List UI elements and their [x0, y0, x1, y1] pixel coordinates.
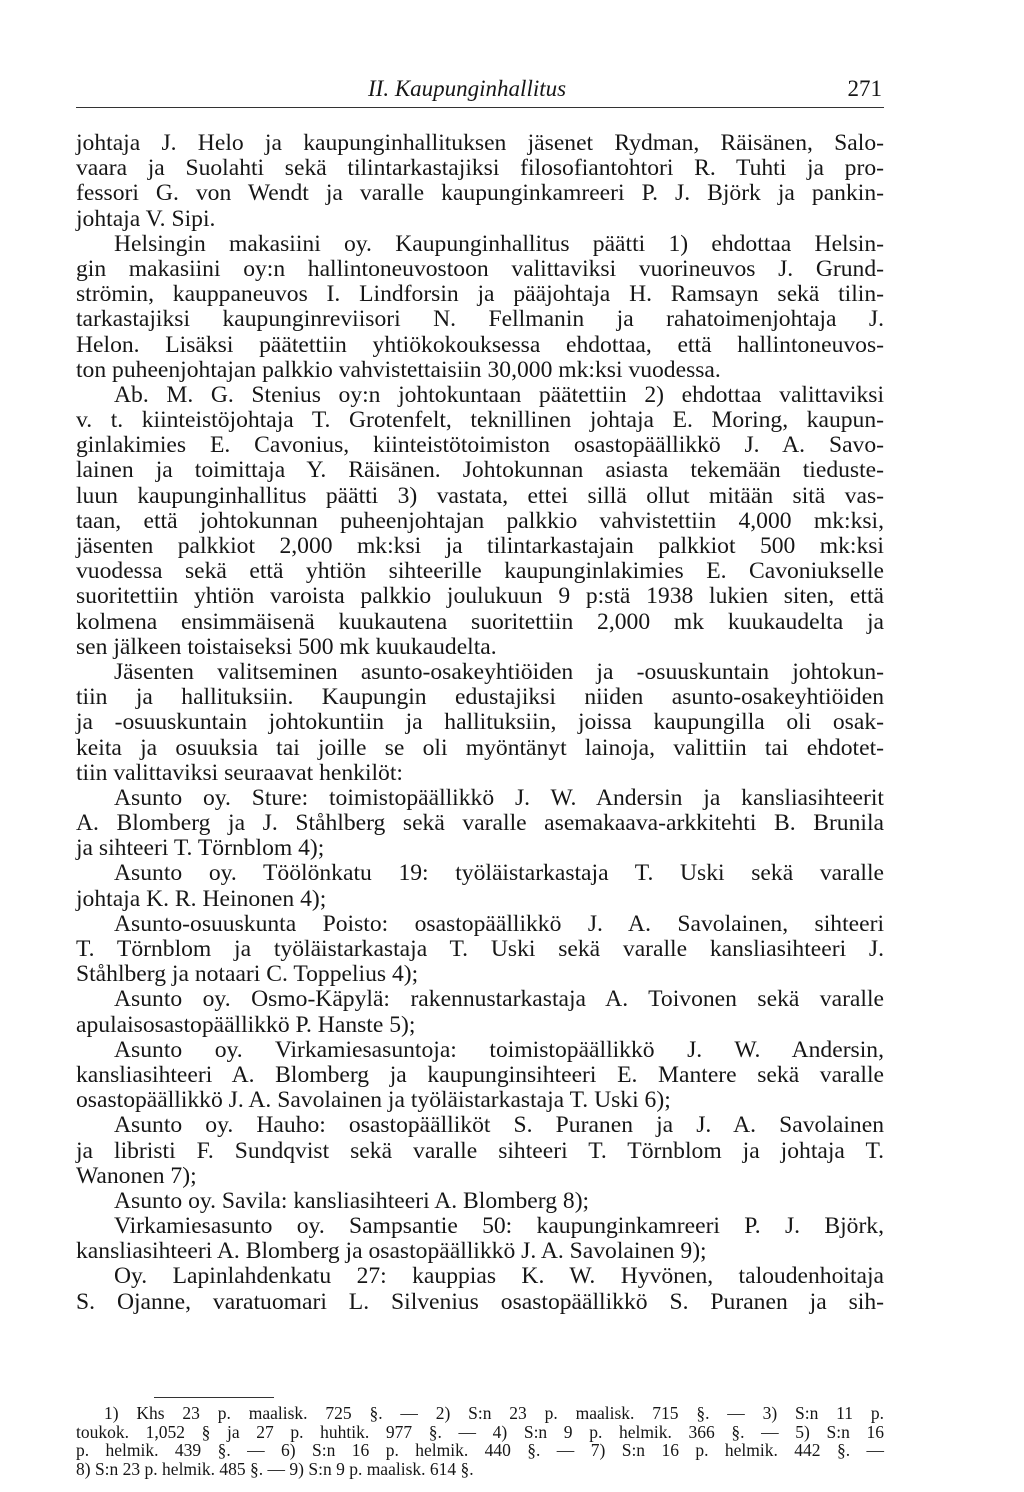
text-line: fessori G. von Wendt ja varalle kaupunginkamreeri P. J. Björk ja pankin-	[76, 180, 884, 207]
text-line: Wanonen 7);	[76, 1162, 197, 1189]
text-line: A. Blomberg ja J. Ståhlberg sekä varalle asemakaava-arkkitehti B. Brunila	[76, 810, 884, 837]
text-line: johtaja K. R. Heinonen 4);	[76, 885, 327, 912]
text-line: osastopäällikkö J. A. Savolainen ja työläistarkastaja T. Uski 6);	[76, 1087, 671, 1114]
text-line: Asunto oy. Savila: kansliasihteeri A. Blomberg 8);	[114, 1187, 590, 1214]
text-line: Asunto oy. Sture: toimistopäällikkö J. W. Andersin ja kansliasihteerit	[114, 784, 884, 811]
running-head	[76, 76, 884, 106]
text-line: tiin valittaviksi seuraavat henkilöt:	[76, 759, 403, 786]
text-line: vuodessa sekä että yhtiön sihteerille kaupunginlakimies E. Cavoniukselle	[76, 558, 884, 585]
text-line: johtaja V. Sipi.	[76, 205, 216, 232]
footnote-rule	[154, 1397, 274, 1398]
text-line: kolmena ensimmäisenä kuukautena suoritettiin 2,000 mk kuukaudelta ja	[76, 608, 884, 635]
text-line: ja -osuuskuntain johtokuntiin ja hallituksiin, joissa kaupungilla oli osak-	[76, 709, 884, 736]
footnote-line: p. helmik. 439 §. — 6) S:n 16 p. helmik. 440 §. — 7) S:n 16 p. helmik. 442 §. —	[76, 1440, 884, 1460]
text-line: taan, että johtokunnan puheenjohtajan palkkio vahvistettiin 4,000 mk:ksi,	[76, 507, 884, 534]
text-line: vaara ja Suolahti sekä tilintarkastajiksi filosofiantohtori R. Tuhti ja pro-	[76, 155, 884, 182]
text-line: S. Ojanne, varatuomari L. Silvenius osastopäällikkö S. Puranen ja sih-	[76, 1288, 884, 1315]
text-line: Ståhlberg ja notaari C. Toppelius 4);	[76, 961, 419, 988]
text-line: ja libristi F. Sundqvist sekä varalle sihteeri T. Törnblom ja johtaja T.	[76, 1137, 884, 1164]
text-line: luun kaupunginhallitus päätti 3) vastata, ettei sillä ollut mitään sitä vas-	[76, 482, 884, 509]
text-line: strömin, kauppaneuvos I. Lindforsin ja pääjohtaja H. Ramsayn sekä tilin-	[76, 281, 884, 308]
text-line: Asunto oy. Hauho: osastopäälliköt S. Puranen ja J. A. Savolainen	[114, 1112, 884, 1139]
text-line: lainen ja toimittaja Y. Räisänen. Johtokunnan asiasta tekemään tieduste-	[76, 457, 884, 484]
text-line: Jäsenten valitseminen asunto-osakeyhtiöiden ja -osuuskuntain johtokun-	[114, 658, 884, 685]
text-line: Asunto oy. Virkamiesasuntoja: toimistopäällikkö J. W. Andersin,	[114, 1036, 884, 1063]
text-line: Helon. Lisäksi päätettiin yhtiökokouksessa ehdottaa, että hallintoneuvos-	[76, 331, 884, 358]
text-line: v. t. kiinteistöjohtaja T. Grotenfelt, teknillinen johtaja E. Moring, kaupun-	[76, 407, 884, 434]
text-line: ginlakimies E. Cavonius, kiinteistötoimiston osastopäällikkö J. A. Savo-	[76, 432, 884, 459]
page-number: 271	[847, 76, 882, 101]
text-line: ton puheenjohtajan palkkio vahvistettaisiin 30,000 mk:ksi vuodessa.	[76, 356, 721, 383]
text-line: sen jälkeen toistaiseksi 500 mk kuukaudelta.	[76, 633, 497, 660]
text-line: johtaja J. Helo ja kaupunginhallituksen jäsenet Rydman, Räisänen, Salo-	[76, 130, 884, 156]
text-line: tiin ja hallituksiin. Kaupungin edustajiksi niiden asunto-osakeyhtiöiden	[76, 684, 884, 711]
text-line: kansliasihteeri A. Blomberg ja kaupunginsihteeri E. Mantere sekä varalle	[76, 1061, 884, 1088]
text-line: Virkamiesasunto oy. Sampsantie 50: kaupunginkamreeri P. J. Björk,	[114, 1213, 884, 1240]
text-line: kansliasihteeri A. Blomberg ja osastopäällikkö J. A. Savolainen 9);	[76, 1238, 707, 1265]
text-line: suoritettiin yhtiön varoista palkkio joulukuun 9 p:stä 1938 lukien siten, että	[76, 583, 884, 610]
footnote-line: 8) S:n 23 p. helmik. 485 §. — 9) S:n 9 p. maalisk. 614 §.	[76, 1458, 474, 1479]
text-line: Oy. Lapinlahdenkatu 27: kauppias K. W. Hyvönen, taloudenhoitaja	[114, 1263, 884, 1290]
footnote-line: 1) Khs 23 p. maalisk. 725 §. — 2) S:n 23 p. maalisk. 715 §. — 3) S:n 11 p.	[104, 1403, 884, 1423]
text-line: ja sihteeri T. Törnblom 4);	[76, 835, 325, 862]
text-line: Asunto-osuuskunta Poisto: osastopäällikkö J. A. Savolainen, sihteeri	[114, 910, 884, 937]
text-line: gin makasiini oy:n hallintoneuvostoon valittaviksi vuorineuvos J. Grund-	[76, 255, 884, 282]
text-line: jäsenten palkkiot 2,000 mk:ksi ja tilintarkastajain palkkiot 500 mk:ksi	[76, 533, 884, 559]
text-line: Helsingin makasiini oy. Kaupunginhallitus päätti 1) ehdottaa Helsin-	[114, 230, 884, 257]
text-line: Asunto oy. Töölönkatu 19: työläistarkastaja T. Uski sekä varalle	[114, 860, 884, 887]
header-rule	[76, 107, 884, 108]
running-title: II. Kaupunginhallitus	[368, 76, 567, 101]
text-line: apulaisosastopäällikkö P. Hanste 5);	[76, 1011, 416, 1038]
text-line: keita ja osuuksia tai joille se oli myöntänyt lainoja, valittiin tai ehdotet-	[76, 734, 884, 761]
text-line: Ab. M. G. Stenius oy:n johtokuntaan päätettiin 2) ehdottaa valittaviksi	[114, 381, 884, 408]
text-line: T. Törnblom ja työläistarkastaja T. Uski sekä varalle kansliasihteeri J.	[76, 936, 884, 962]
text-line: tarkastajiksi kaupunginreviisori N. Fellmanin ja rahatoimenjohtaja J.	[76, 306, 884, 333]
body-text	[76, 131, 884, 1315]
footnotes	[76, 1404, 884, 1478]
footnote-line: toukok. 1,052 § ja 27 p. huhtik. 977 §. — 4) S:n 9 p. helmik. 366 §. — 5) S:n 16	[76, 1421, 884, 1442]
text-line: Asunto oy. Osmo-Käpylä: rakennustarkastaja A. Toivonen sekä varalle	[114, 986, 884, 1013]
